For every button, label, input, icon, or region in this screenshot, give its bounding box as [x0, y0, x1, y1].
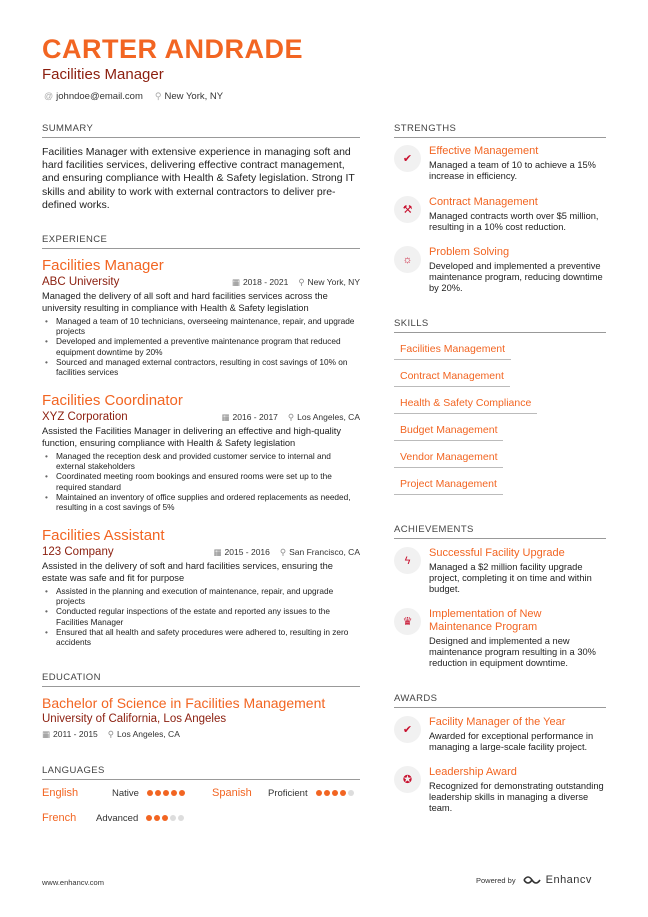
rating-dot: [179, 790, 185, 796]
skills-section: [394, 318, 606, 333]
trophy-icon: ♛: [394, 608, 421, 635]
skill-tag: Health & Safety Compliance: [394, 397, 537, 414]
achievement-title: Implementation of New Maintenance Program: [429, 608, 542, 633]
location-pin-icon: ⚲: [287, 412, 295, 422]
brand-logo[interactable]: [522, 874, 592, 886]
job-title: Facilities Manager: [42, 257, 164, 274]
rating-dot: [163, 790, 169, 796]
job-bullet: • Managed the reception desk and provided customer service to internal and external stakeholders: [42, 451, 360, 471]
location-pin-icon: ⚲: [279, 547, 287, 557]
language-item: [212, 787, 360, 799]
candidate-name: CARTER ANDRADE: [42, 34, 303, 64]
rating-dot: [178, 815, 184, 821]
checkmark-icon: ✔: [394, 145, 421, 172]
company-name: 123 Company: [42, 546, 114, 558]
experience-item: [42, 527, 360, 647]
location-text: New York, NY: [164, 91, 224, 102]
language-level: Native: [112, 787, 139, 799]
calendar-icon: ▦: [231, 277, 240, 287]
at-icon: @: [44, 91, 54, 101]
strengths-section: [394, 123, 606, 138]
rating-dot: [146, 815, 152, 821]
job-location: Los Angeles, CA: [297, 412, 360, 422]
section-title-skills: SKILLS: [394, 318, 606, 333]
award-item: [394, 766, 606, 815]
strength-title: Contract Management: [429, 196, 538, 208]
achievement-title: Successful Facility Upgrade: [429, 547, 565, 559]
language-level: Advanced: [96, 812, 139, 824]
education-location: Los Angeles, CA: [117, 729, 180, 739]
job-bullet: • Assisted in the planning and execution of maintenance, repair, and upgrade projects: [42, 586, 360, 606]
job-dates: 2016 - 2017: [232, 412, 278, 422]
section-title-strengths: STRENGTHS: [394, 123, 606, 138]
language-item: [42, 812, 190, 824]
job-description: Assisted in the delivery of soft and hard facilities services, ensuring the estate was safe and fit for purpose: [42, 561, 333, 583]
strength-item: [394, 145, 606, 182]
job-bullet: • Ensured that all health and safety procedures were adhered to, resulting in zero accidents: [42, 627, 360, 647]
language-level: Proficient: [268, 787, 308, 799]
section-title-achievements: ACHIEVEMENTS: [394, 524, 606, 539]
job-location: San Francisco, CA: [289, 547, 360, 557]
rating-dot: [162, 815, 168, 821]
job-dates: 2018 - 2021: [242, 277, 289, 287]
calendar-icon: ▦: [213, 547, 222, 557]
job-bullet: • Coordinated meeting room bookings and ensured rooms were set up to the required standard: [42, 471, 360, 491]
awards-section: [394, 693, 606, 708]
language-name: English: [42, 787, 79, 799]
job-bullet: • Sourced and managed external contractors, resulting in cost savings of 10% on facilities services: [42, 357, 360, 377]
medal-icon: ✪: [394, 766, 421, 793]
rating-dot: [154, 815, 160, 821]
footer-website[interactable]: www.enhancv.com: [42, 878, 104, 887]
strength-text: Managed a team of 10 to achieve a 15% increase in efficiency.: [429, 160, 596, 182]
achievement-item: [394, 608, 606, 670]
skill-tag: Vendor Management: [394, 451, 503, 468]
strength-title: Effective Management: [429, 145, 539, 157]
strength-title: Problem Solving: [429, 246, 510, 258]
education-dates: 2011 - 2015: [53, 729, 98, 739]
achievement-text: Designed and implemented a new maintenance program resulting in a 30% reduction in equipment downtime.: [429, 636, 596, 669]
language-rating: [146, 815, 184, 821]
job-dates: 2015 - 2016: [224, 547, 270, 557]
skill-tag: Budget Management: [394, 424, 503, 441]
rating-dot: [324, 790, 330, 796]
email-text: johndoe@email.com: [56, 91, 143, 102]
job-title: Facilities Coordinator: [42, 392, 183, 409]
section-title-languages: LANGUAGES: [42, 765, 360, 780]
calendar-icon: ▦: [42, 729, 51, 739]
language-rating: [316, 790, 354, 796]
rating-dot: [147, 790, 153, 796]
location-pin-icon: ⚲: [107, 729, 115, 739]
languages-section: [42, 765, 360, 780]
job-location: New York, NY: [307, 277, 360, 287]
section-title-education: EDUCATION: [42, 672, 360, 687]
strength-text: Managed contracts worth over $5 million, resulting in a 10% cost reduction.: [429, 211, 599, 233]
language-name: French: [42, 812, 77, 824]
language-rating: [147, 790, 185, 796]
contact-info: [44, 91, 223, 102]
email-contact[interactable]: [44, 91, 143, 102]
rating-dot: [316, 790, 322, 796]
lightbulb-icon: ☼: [394, 246, 421, 273]
company-name: ABC University: [42, 276, 120, 288]
skill-tag: Facilities Management: [394, 343, 511, 360]
strength-text: Developed and implemented a preventive maintenance program, reducing downtime by 20%.: [429, 261, 603, 294]
section-title-awards: AWARDS: [394, 693, 606, 708]
education-section: [42, 672, 360, 740]
brand-name: Enhancv: [545, 874, 592, 886]
lightning-icon: ϟ: [394, 547, 421, 574]
job-bullets: [42, 316, 360, 377]
rating-dot: [348, 790, 354, 796]
award-title: Facility Manager of the Year: [429, 716, 566, 728]
job-bullet: • Developed and implemented a preventive maintenance program that reduced equipment downtime by 20%: [42, 336, 360, 356]
education-degree: Bachelor of Science in Facilities Management: [42, 695, 326, 711]
job-title: Facilities Assistant: [42, 527, 165, 544]
rating-dot: [170, 815, 176, 821]
award-title: Leadership Award: [429, 766, 517, 778]
company-name: XYZ Corporation: [42, 411, 128, 423]
location-pin-icon: ⚲: [154, 91, 162, 101]
location-pin-icon: ⚲: [298, 277, 305, 287]
rating-dot: [171, 790, 177, 796]
section-title-summary: SUMMARY: [42, 123, 360, 138]
checkmark-icon: ✔: [394, 716, 421, 743]
achievement-text: Managed a $2 million facility upgrade project, completing it on time and within budget.: [429, 562, 592, 595]
rating-dot: [332, 790, 338, 796]
job-description: Assisted the Facilities Manager in delivering an effective and high-quality function, ensuring compliance with Health & Safety legislation: [42, 426, 342, 448]
powered-by-text: Powered by: [476, 875, 516, 885]
section-title-experience: EXPERIENCE: [42, 234, 360, 249]
skill-tag: Project Management: [394, 478, 503, 495]
rating-dot: [340, 790, 346, 796]
location-contact: [155, 91, 223, 102]
rating-dot: [155, 790, 161, 796]
achievements-section: [394, 524, 606, 539]
job-bullets: [42, 586, 360, 647]
award-text: Recognized for demonstrating outstanding leadership skills in managing a diverse team.: [429, 781, 604, 814]
job-bullet: • Maintained an inventory of office supplies and ordered replacements as needed, resulting in a cost savings of 5%: [42, 492, 360, 512]
strength-item: [394, 196, 606, 233]
achievement-item: [394, 547, 606, 596]
summary-section: [42, 123, 360, 212]
handshake-icon: ⚒: [394, 196, 421, 223]
summary-text: Facilities Manager with extensive experience in managing soft and hard facilities services, delivering effective contract management, and ensuring compliance with Health & Safety legislation. Strong IT skills and ability to work with external contractors to deliver pre-defined works.: [42, 146, 355, 211]
candidate-title: Facilities Manager: [42, 66, 164, 83]
strength-item: [394, 246, 606, 295]
skill-tag: Contract Management: [394, 370, 510, 387]
experience-item: [42, 392, 360, 512]
award-text: Awarded for exceptional performance in managing a large-scale facility project.: [429, 731, 594, 753]
education-school: University of California, Los Angeles: [42, 713, 227, 725]
language-name: Spanish: [212, 787, 252, 799]
job-description: Managed the delivery of all soft and hard facilities services across the university resulting in compliance with Health & Safety legislation: [42, 291, 328, 313]
language-item: [42, 787, 190, 799]
experience-item: [42, 257, 360, 377]
calendar-icon: ▦: [221, 412, 230, 422]
enhancv-logo-icon: [522, 874, 542, 886]
job-bullet: • Conducted regular inspections of the estate and reported any issues to the Facilities Manager: [42, 606, 360, 626]
job-bullet: • Managed a team of 10 technicians, overseeing maintenance, repair, and upgrade projects: [42, 316, 360, 336]
award-item: [394, 716, 606, 753]
experience-section-header: [42, 234, 360, 249]
footer-branding: [476, 874, 592, 886]
job-bullets: [42, 451, 360, 512]
